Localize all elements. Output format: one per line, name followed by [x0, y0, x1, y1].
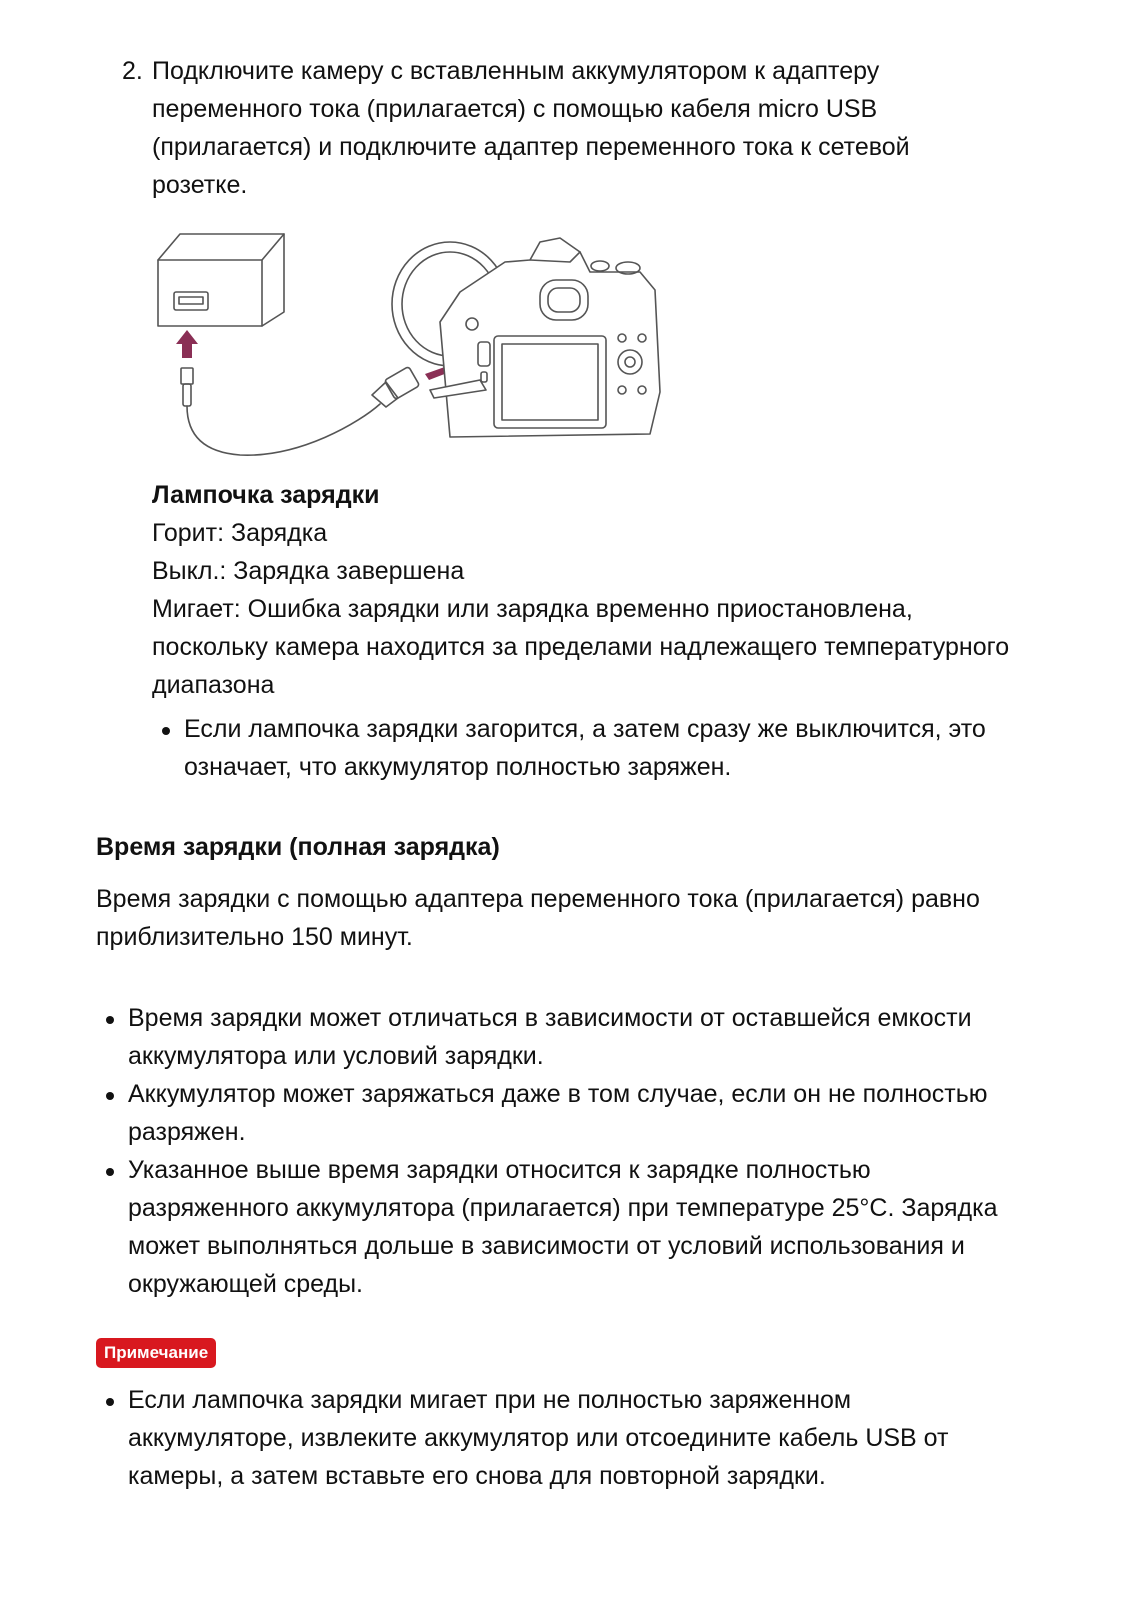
- ac-adapter-icon: [158, 234, 284, 326]
- lamp-heading: Лампочка зарядки: [152, 481, 380, 509]
- list-item-line: разряжен.: [128, 1118, 246, 1146]
- note-text-line: камеры, а затем вставьте его снова для повторной зарядки.: [128, 1462, 826, 1490]
- lamp-text-line: диапазона: [152, 671, 275, 699]
- intro-text-line: приблизительно 150 минут.: [96, 923, 413, 951]
- step-text-line: розетке.: [152, 171, 248, 199]
- bullet-dot: [162, 727, 170, 735]
- charging-illustration: [150, 222, 670, 467]
- list-item-line: разряженного аккумулятора (прилагается) при температуре 25°C. Зарядка: [128, 1194, 998, 1222]
- bullet-dot: [106, 1398, 114, 1406]
- step-number: 2.: [122, 57, 143, 85]
- list-item-line: может выполняться дольше в зависимости от условий использования и: [128, 1232, 965, 1260]
- bullet-dot: [106, 1168, 114, 1176]
- lamp-text-line: поскольку камера находится за пределами надлежащего температурного: [152, 633, 1010, 661]
- bullet-dot: [106, 1092, 114, 1100]
- section-heading: Время зарядки (полная зарядка): [96, 833, 500, 861]
- lamp-text-line: Выкл.: Зарядка завершена: [152, 557, 465, 585]
- list-item-line: Аккумулятор может заряжаться даже в том случае, если он не полностью: [128, 1080, 988, 1108]
- lamp-text-line: Мигает: Ошибка зарядки или зарядка временно приостановлена,: [152, 595, 913, 623]
- note-badge: Примечание: [96, 1338, 216, 1368]
- intro-text-line: Время зарядки с помощью адаптера переменного тока (прилагается) равно: [96, 885, 980, 913]
- note-text-line: аккумуляторе, извлеките аккумулятор или отсоедините кабель USB от: [128, 1424, 949, 1452]
- list-item-line: окружающей среды.: [128, 1270, 363, 1298]
- step-text-line: переменного тока (прилагается) с помощью кабеля micro USB: [152, 95, 878, 123]
- lamp-bullet-line: Если лампочка зарядки загорится, а затем сразу же выключится, это: [184, 715, 986, 743]
- list-item-line: Время зарядки может отличаться в зависимости от оставшейся емкости: [128, 1004, 972, 1032]
- list-item-line: Указанное выше время зарядки относится к зарядке полностью: [128, 1156, 871, 1184]
- bullet-dot: [106, 1016, 114, 1024]
- lamp-bullet-line: означает, что аккумулятор полностью заряжен.: [184, 753, 732, 781]
- usb-cable-icon: [181, 366, 420, 455]
- step-text-line: Подключите камеру с вставленным аккумулятором к адаптеру: [152, 57, 880, 85]
- camera-icon: [392, 238, 660, 437]
- note-text-line: Если лампочка зарядки мигает при не полностью заряженном: [128, 1386, 852, 1414]
- list-item-line: аккумулятора или условий зарядки.: [128, 1042, 544, 1070]
- step-text-line: (прилагается) и подключите адаптер переменного тока к сетевой: [152, 133, 910, 161]
- lamp-text-line: Горит: Зарядка: [152, 519, 328, 547]
- arrow-up-icon: [176, 330, 198, 358]
